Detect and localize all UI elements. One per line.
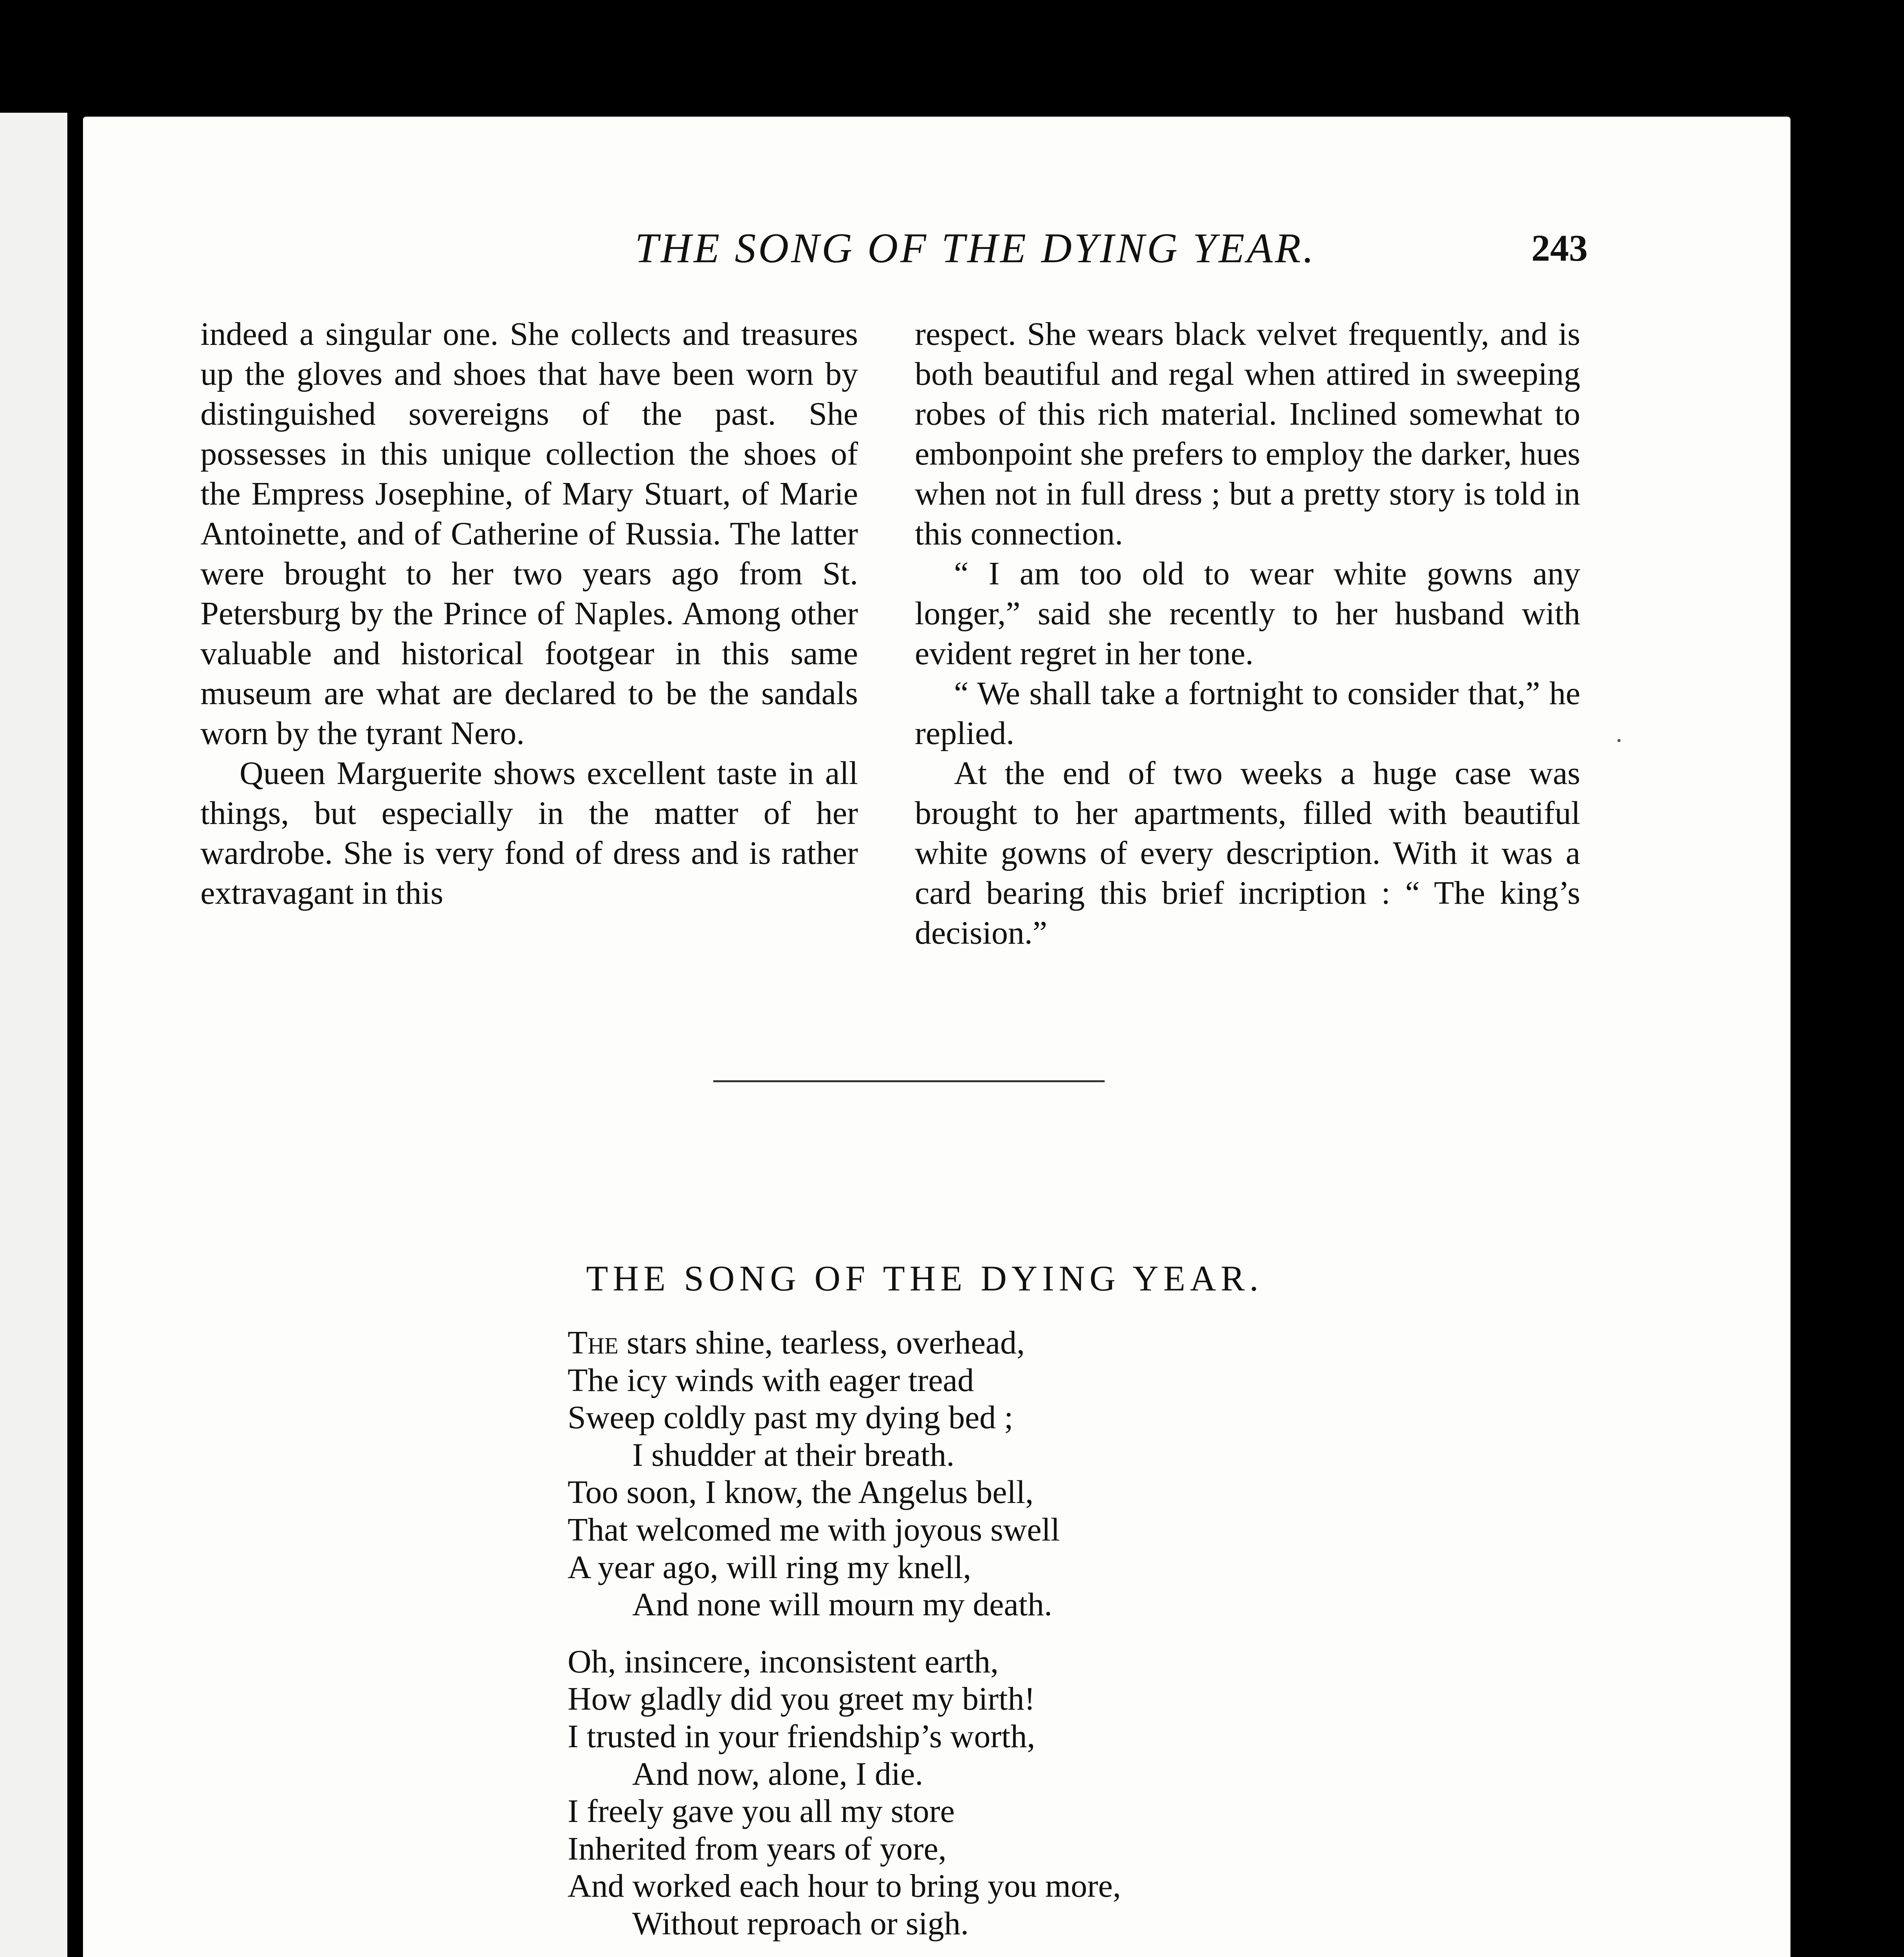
- poem-title: THE SONG OF THE DYING YEAR.: [586, 1258, 1263, 1298]
- poem-line: A year ago, will ring my knell,: [568, 1549, 972, 1586]
- poem-line: Inherited from years of yore,: [568, 1830, 947, 1867]
- poem-line: And now, alone, I die.: [632, 1755, 923, 1792]
- print-speck: [1617, 739, 1621, 742]
- stanza: [568, 1643, 1350, 1943]
- poem-line: That welcomed me with joyous swell: [568, 1511, 1060, 1548]
- paragraph: At the end of two weeks a huge case was brought to her apartments, filled with beautiful white gowns of every description. With it was a card bearing this brief incription : “ The king’s decision.”: [915, 755, 1580, 951]
- poem-line: The stars shine, tearless, overhead,: [568, 1324, 1025, 1361]
- section-divider: [713, 1080, 1105, 1082]
- poem-line: Sweep coldly past my dying bed ;: [568, 1399, 1013, 1436]
- poem-line: And none will mourn my death.: [632, 1586, 1053, 1623]
- paragraph: respect. She wears black velvet frequently, and is both beautiful and regal when attired in sweeping robes of this rich material. Inclined somewhat to embonpoint she prefers to employ the darker, hues when not in full dress ; but a pretty story is told in this connection.: [915, 316, 1580, 552]
- poem-line: How gladly did you greet my birth!: [568, 1681, 1035, 1717]
- running-head: THE SONG OF THE DYING YEAR.: [635, 225, 1316, 272]
- paragraph: Queen Marguerite shows excellent taste in all things, but especially in the matter of her wardrobe. She is very fond of dress and is rather extravagant in this: [200, 755, 858, 911]
- poem-line: I trusted in your friendship’s worth,: [568, 1718, 1035, 1755]
- paragraph: “ We shall take a fortnight to consider that,” he replied.: [915, 675, 1580, 751]
- poem-line: And worked each hour to bring you more,: [568, 1868, 1121, 1905]
- paragraph: indeed a singular one. She collects and treasures up the gloves and shoes that have been worn by distinguished sovereigns of the past. She possesses in this unique collection the shoes of the Empress Josephine, of Mary Stuart, of Marie Antoinette, and of Catherine of Russia. The latter were brought to her two years ago from St. Petersburg by the Prince of Naples. Among other valuable and historical footgear in this same museum are what are declared to be the sandals worn by the tyrant Nero.: [200, 316, 858, 751]
- page-number: 243: [1531, 227, 1588, 269]
- facing-page-edge: [0, 113, 67, 1957]
- poem-line: Too soon, I know, the Angelus bell,: [568, 1474, 1034, 1511]
- poem-body: [568, 1324, 1350, 1957]
- article-left-column: [200, 314, 858, 913]
- stanza: [568, 1324, 1350, 1624]
- poem-line: The icy winds with eager tread: [568, 1362, 974, 1398]
- paragraph: “ I am too old to wear white gowns any longer,” said she recently to her husband with evident regret in her tone.: [915, 555, 1580, 672]
- book-page: [83, 117, 1790, 1957]
- poem-line: I freely gave you all my store: [568, 1793, 955, 1830]
- poem-line: Without reproach or sigh.: [632, 1905, 969, 1942]
- poem-line: Oh, insincere, inconsistent earth,: [568, 1643, 999, 1680]
- first-word: The: [568, 1324, 618, 1361]
- page-gutter: [67, 113, 83, 1957]
- article-right-column: [915, 314, 1580, 953]
- poem-line: I shudder at their breath.: [632, 1436, 955, 1473]
